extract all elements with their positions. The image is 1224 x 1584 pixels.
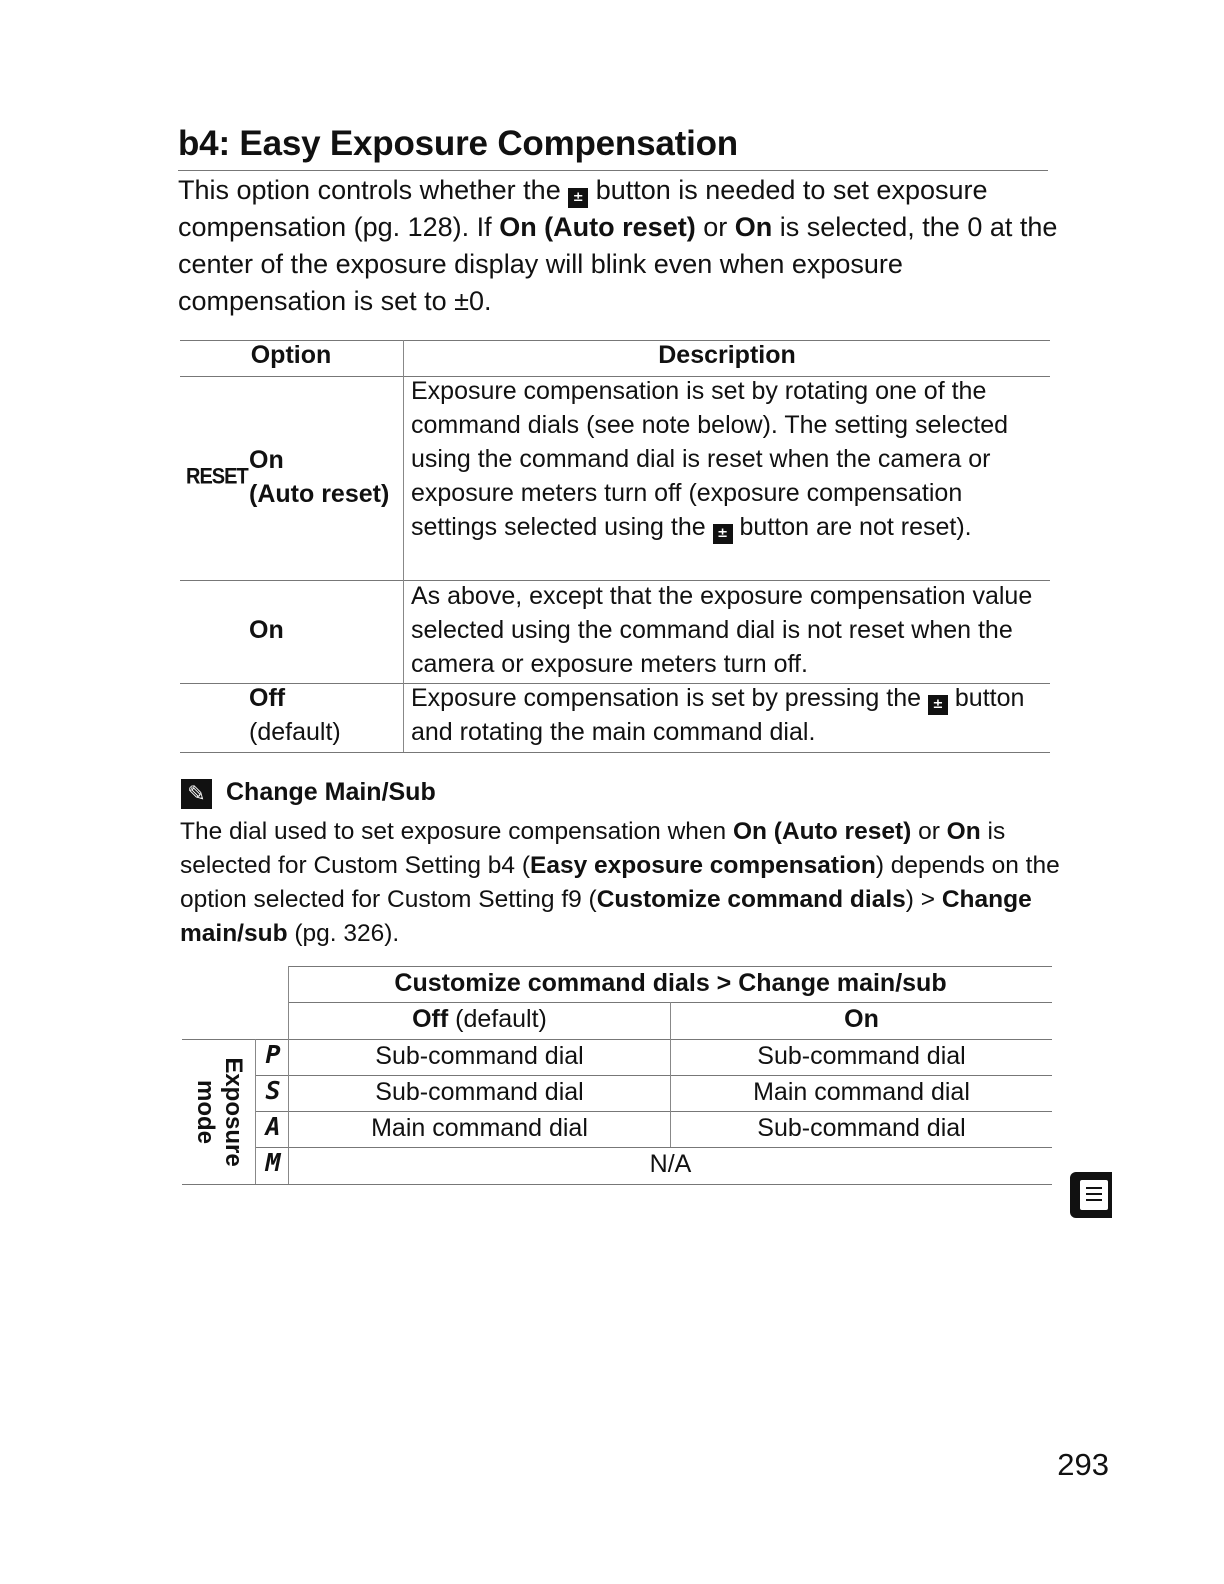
list-line bbox=[1086, 1187, 1102, 1189]
mode-a: A bbox=[265, 1112, 281, 1141]
note-text: ) depends on the option selected for Custom Setting f9 ( bbox=[180, 852, 1060, 913]
table2-cell: Sub-command dial bbox=[757, 1114, 966, 1142]
intro-text-2: button is needed to set exposure compensation (pg. 128). If bbox=[178, 175, 988, 242]
page-number: 293 bbox=[1057, 1447, 1109, 1482]
table2-cell-na: N/A bbox=[649, 1150, 692, 1178]
table2-header: Customize command dials > Change main/sub bbox=[394, 969, 947, 997]
table2-column-divider bbox=[255, 1039, 256, 1184]
note-text: The dial used to set exposure compensation when bbox=[180, 818, 733, 845]
menu-list-icon bbox=[1080, 1180, 1108, 1210]
table2-cell: Sub-command dial bbox=[375, 1078, 584, 1106]
table2-cell: Sub-command dial bbox=[757, 1042, 966, 1070]
title-rule bbox=[178, 170, 1048, 171]
exposure-label: Exposure bbox=[220, 1057, 247, 1167]
option-on-auto-reset-line2: (Auto reset) bbox=[249, 480, 390, 508]
note-keyword: Easy exposure compensation bbox=[529, 852, 876, 879]
reset-badge: RESET bbox=[186, 464, 248, 490]
description-on-auto-reset bbox=[411, 374, 1041, 544]
intro-text-4: is selected, the 0 at the center of the exposure display will blink even when exposure compensation is set to ±0. bbox=[178, 212, 1058, 316]
description-text: Exposure compensation is set by pressing the bbox=[411, 684, 928, 712]
intro-paragraph bbox=[178, 172, 1058, 320]
mode-label: mode bbox=[192, 1079, 219, 1144]
exposure-mode-label bbox=[191, 1042, 247, 1182]
description-text: Exposure compensation is set by rotating one of the command dials (see note below). The setting selected using the command dial is reset when the camera or exposure meters turn off (exposure compensation settings selected using the bbox=[411, 377, 1009, 541]
description-text: button are not reset). bbox=[732, 513, 972, 541]
exposure-compensation-icon: ± bbox=[568, 188, 588, 208]
table2-col-on: On bbox=[844, 1005, 879, 1033]
menu-tab-icon bbox=[1070, 1172, 1112, 1218]
note-keyword: Customize command dials bbox=[596, 886, 906, 913]
column-header-description: Description bbox=[658, 341, 796, 369]
note-body bbox=[180, 815, 1060, 951]
exposure-compensation-icon: ± bbox=[713, 524, 733, 544]
intro-text-3: or bbox=[695, 212, 735, 242]
table-column-divider bbox=[403, 340, 404, 752]
table2-cell: Main command dial bbox=[753, 1078, 970, 1106]
mode-p: P bbox=[265, 1040, 281, 1069]
description-on: As above, except that the exposure compensation value selected using the command dial is not reset when the camera or exposure meters turn off. bbox=[411, 582, 1033, 678]
list-line bbox=[1086, 1193, 1102, 1195]
exposure-compensation-icon: ± bbox=[928, 695, 948, 715]
note-text: ) > bbox=[905, 886, 942, 913]
table2-col-off bbox=[289, 1003, 670, 1035]
intro-on-auto-reset: On (Auto reset) bbox=[499, 212, 696, 242]
list-line bbox=[1086, 1199, 1102, 1201]
table2-cell: Main command dial bbox=[371, 1114, 588, 1142]
note-keyword: On bbox=[946, 818, 981, 845]
default-label: (default) bbox=[448, 1005, 547, 1033]
description-off bbox=[411, 681, 1041, 749]
pencil-icon: ✎ bbox=[181, 779, 212, 809]
note-title: Change Main/Sub bbox=[226, 778, 436, 806]
table2-rule-bottom bbox=[182, 1184, 1052, 1185]
description-text: button and rotating the main command dial. bbox=[411, 684, 1025, 746]
note-keyword: On (Auto reset) bbox=[732, 818, 912, 845]
note-keyword: Change main/sub bbox=[180, 886, 1032, 947]
note-text: or bbox=[911, 818, 947, 845]
mode-m: M bbox=[265, 1148, 281, 1177]
off-label: Off bbox=[412, 1005, 449, 1033]
option-off-default: (default) bbox=[249, 718, 341, 746]
mode-s: S bbox=[265, 1076, 281, 1105]
intro-text-1: This option controls whether the bbox=[178, 175, 569, 205]
option-on: On bbox=[249, 616, 284, 644]
table2-cell: Sub-command dial bbox=[375, 1042, 584, 1070]
intro-on: On bbox=[734, 212, 773, 242]
note-text: is selected for Custom Setting b4 ( bbox=[180, 818, 1006, 879]
option-on-auto-reset-line1: On bbox=[249, 446, 284, 474]
table-rule-bottom bbox=[180, 752, 1050, 753]
option-off: Off bbox=[249, 684, 286, 712]
note-text: (pg. 326). bbox=[287, 920, 400, 947]
column-header-option: Option bbox=[250, 341, 332, 369]
page-title: b4: Easy Exposure Compensation bbox=[178, 124, 738, 163]
